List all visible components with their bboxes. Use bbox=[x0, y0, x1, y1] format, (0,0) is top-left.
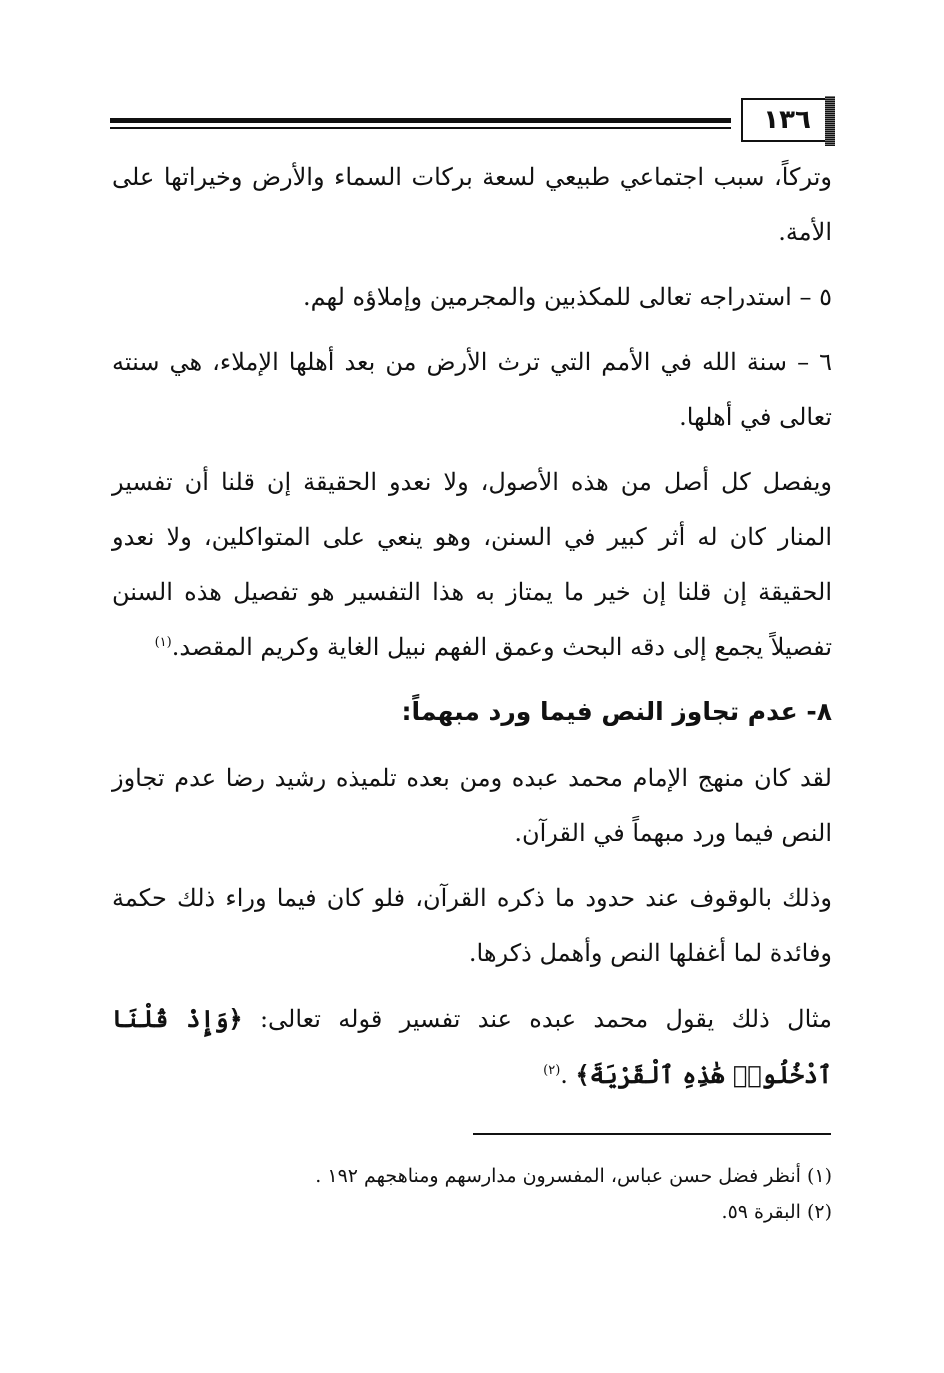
footnote-1: (١) أنظر فضل حسن عباس، المفسرون مدارسهم ومناهجهم ١٩٢ . bbox=[315, 1165, 832, 1187]
page-body bbox=[112, 150, 832, 1103]
footnote-ref-1: (١) bbox=[154, 635, 172, 650]
quran-verse: ﴿وَإِذْ قُلْنَا ٱدْخُلُوا۟ هَٰذِهِ ٱلْقَرْيَةَ﴾ bbox=[112, 1004, 832, 1089]
header-rule bbox=[110, 118, 731, 129]
page-number: ١٣٦ bbox=[741, 98, 831, 142]
paragraph-6: وذلك بالوقوف عند حدود ما ذكره القرآن، فلو كان فيما وراء ذلك حكمة وفائدة لما أغفلها النص وأهمل ذكرها. bbox=[112, 884, 832, 967]
paragraph-5: لقد كان منهج الإمام محمد عبده ومن بعده تلميذه رشيد رضا عدم تجاوز النص فيما ورد مبهماً في القرآن. bbox=[112, 764, 832, 847]
page-header bbox=[110, 96, 835, 150]
paragraph-1: وتركاً، سبب اجتماعي طبيعي لسعة بركات السماء والأرض وخيراتها على الأمة. bbox=[112, 163, 832, 246]
footnotes bbox=[112, 1158, 832, 1230]
paragraph-7-end: . bbox=[560, 1061, 576, 1089]
footnote-divider bbox=[473, 1133, 831, 1135]
paragraph-4 bbox=[112, 455, 832, 675]
header-rule-thick bbox=[110, 118, 731, 123]
header-rule-thin bbox=[110, 127, 731, 129]
section-heading: ٨- عدم تجاوز النص فيما ورد مبهماً: bbox=[401, 697, 832, 726]
paragraph-3: ٦ – سنة الله في الأمم التي ترث الأرض من بعد أهلها الإملاء، هي سنته تعالى في أهلها. bbox=[112, 348, 832, 431]
paragraph-7 bbox=[112, 991, 832, 1103]
paragraph-7-text: مثال ذلك يقول محمد عبده عند تفسير قوله تعالى: bbox=[242, 1005, 833, 1033]
paragraph-4-text: ويفصل كل أصل من هذه الأصول، ولا نعدو الحقيقة إن قلنا أن تفسير المنار كان له أثر كبير في السنن، وهو ينعي على المتواكلين، ولا نعدو الحقيقة إن قلنا إن خير ما يمتاز به هذا التفسير هو تفصيل هذه السنن تفصيلاً يجمع إلى دقه البحث وعمق الفهم نبيل الغاية وكريم المقصد. bbox=[112, 468, 832, 661]
footnote-2: (٢) البقرة ٥٩. bbox=[721, 1201, 832, 1223]
page-number-bar bbox=[825, 96, 835, 146]
paragraph-2: ٥ – استدراجه تعالى للمكذبين والمجرمين وإملاؤه لهم. bbox=[302, 283, 832, 311]
footnote-ref-2: (٢) bbox=[543, 1063, 561, 1078]
